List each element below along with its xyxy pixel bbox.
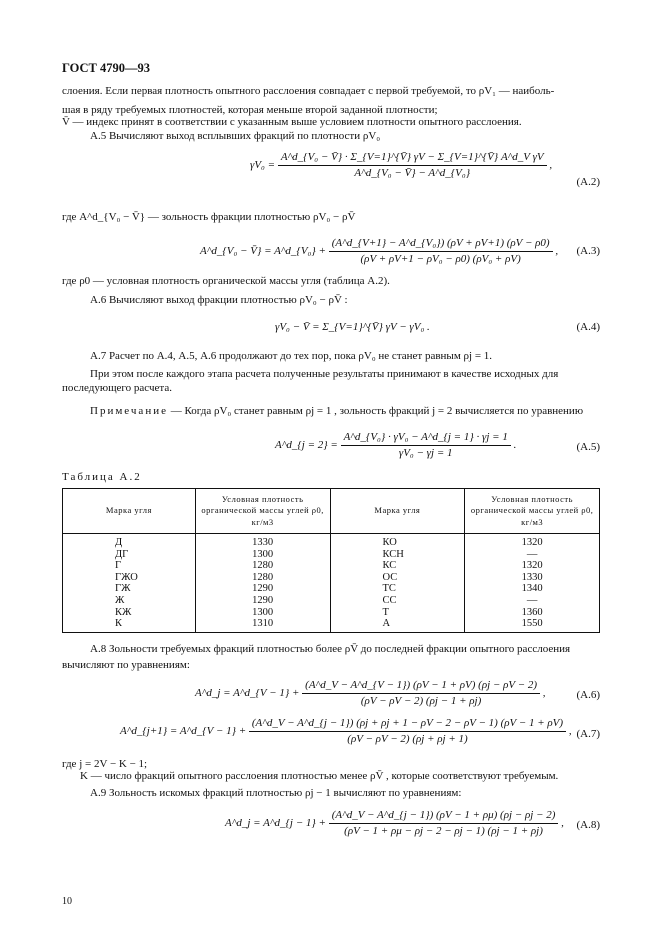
equation-number: (А.3)	[576, 245, 600, 257]
table-cell: ТС	[330, 583, 465, 595]
column-header: Марка угля	[330, 489, 465, 534]
table-cell: 1280	[195, 572, 330, 584]
table-row	[63, 534, 600, 549]
paragraph-line: При этом после каждого этапа расчета полученные результаты принимают в качестве исходных для	[90, 368, 559, 380]
section-a5: А.5 Вычисляют выход всплывших фракций по плотности ρV₀	[90, 130, 381, 142]
equation-a7	[120, 716, 572, 747]
equation-lhs: A^d_j = A^d_{V − 1} +	[195, 686, 300, 699]
table-cell: 1290	[195, 583, 330, 595]
table-cell: 1310	[195, 618, 330, 632]
table-row	[63, 607, 600, 619]
table-header-row	[63, 489, 600, 534]
paragraph-line: шая в ряду требуемых плотностей, которая меньше второй заданной плотности;	[62, 104, 438, 116]
equation-a6	[195, 678, 545, 709]
table-row	[63, 618, 600, 632]
table-cell: СС	[330, 595, 465, 607]
equation-number: (А.2)	[576, 176, 600, 188]
table-cell: Ж	[63, 595, 196, 607]
paragraph-line: вычисляют по уравнениям:	[62, 659, 190, 671]
table-cell: ДГ	[63, 549, 196, 561]
table-row	[63, 572, 600, 584]
denominator: (ρV − 1 + ρμ − ρj − 2 − ρj − 1) (ρj − 1 + ρj)	[344, 824, 543, 837]
table-row	[63, 549, 600, 561]
equation-number: (А.7)	[576, 728, 600, 740]
table-row	[63, 560, 600, 572]
numerator: A^d_{V₀} · γV₀ − A^d_{j = 1} · γj = 1	[341, 430, 511, 446]
fraction	[329, 808, 559, 839]
note	[90, 404, 583, 419]
paragraph-line: V̄ — индекс принят в соответствии с указанным выше условием плотности опытного расслоения.	[62, 116, 522, 128]
table-cell: Т	[330, 607, 465, 619]
paragraph-line: последующего расчета.	[62, 382, 172, 394]
table-cell: ГЖО	[63, 572, 196, 584]
table-cell: КСН	[330, 549, 465, 561]
numerator: (A^d_V − A^d_{V − 1}) (ρV − 1 + ρV) (ρj − ρV − 2)	[302, 678, 540, 694]
standard-header: ГОСТ 4790—93	[62, 61, 151, 75]
table-row	[63, 583, 600, 595]
numerator: (A^d_V − A^d_{j − 1}) (ρj + ρj + 1 − ρV − 2 − ρV − 1) (ρV − 1 + ρV)	[249, 716, 566, 732]
section-a9: А.9 Зольность искомых фракций плотностью ρj − 1 вычисляют по уравнениям:	[90, 787, 462, 799]
table-cell: Д	[63, 534, 196, 549]
fraction	[302, 678, 540, 709]
numerator: (A^d_{V+1} − A^d_{V₀}) (ρV + ρV+1) (ρV − ρ0)	[329, 236, 553, 252]
equation-a4: γV₀ − V̄ = Σ_{V=1}^{V̄} γV − γV₀ .	[275, 321, 430, 333]
numerator: A^d_{V₀ − V̄} · Σ_{V=1}^{V̄} γV − Σ_{V=1}^{V̄} A^d_V γV	[278, 150, 547, 166]
table-cell: К	[63, 618, 196, 632]
table-title: Таблица А.2	[62, 471, 142, 483]
table-cell: 1290	[195, 595, 330, 607]
table-cell: КС	[330, 560, 465, 572]
table-cell: КО	[330, 534, 465, 549]
column-header: Условная плотность органической массы углей ρ0, кг/м3	[195, 489, 330, 534]
denominator: (ρV − ρV − 2) (ρj − 1 + ρj)	[360, 694, 482, 707]
table-cell: 1330	[195, 534, 330, 549]
equation-number: (А.5)	[576, 441, 600, 453]
definition-line: где j = 2V − K − 1;	[62, 758, 148, 770]
section-a6: А.6 Вычисляют выход фракции плотностью ρV₀ − ρV̄ :	[90, 294, 348, 306]
equation-a5	[275, 430, 516, 461]
equation-number: (А.6)	[576, 689, 600, 701]
fraction	[341, 430, 511, 461]
table-cell: 1330	[465, 572, 600, 584]
table-cell: 1340	[465, 583, 600, 595]
table-cell: —	[465, 549, 600, 561]
table-cell: 1550	[465, 618, 600, 632]
denominator: (ρV + ρV+1 − ρV₀ − ρ0) (ρV₀ + ρV)	[360, 252, 521, 265]
table-cell: 1300	[195, 607, 330, 619]
equation-a8	[225, 808, 564, 839]
table-cell: ГЖ	[63, 583, 196, 595]
table-cell: А	[330, 618, 465, 632]
section-a7: А.7 Расчет по А.4, А.5, А.6 продолжают до тех пор, пока ρV₀ не станет равным ρj = 1.	[90, 350, 493, 362]
fraction	[249, 716, 566, 747]
table-row	[63, 595, 600, 607]
equation-tail: ,	[542, 686, 546, 699]
section-a8: А.8 Зольности требуемых фракций плотностью более ρV̄ до последней фракции опытного расслоения	[90, 643, 571, 655]
table-cell: 1280	[195, 560, 330, 572]
table-cell: —	[465, 595, 600, 607]
equation-tail: .	[513, 438, 517, 451]
table-cell: 1300	[195, 549, 330, 561]
note-label: Примечание	[90, 405, 168, 417]
fraction	[278, 150, 547, 181]
column-header: Марка угля	[63, 489, 196, 534]
table-cell: КЖ	[63, 607, 196, 619]
equation-lhs: A^d_j = A^d_{j − 1} +	[225, 816, 326, 829]
coal-density-table	[62, 488, 600, 633]
equation-lhs: A^d_{j+1} = A^d_{V − 1} +	[120, 724, 247, 737]
table-cell: Г	[63, 560, 196, 572]
table-cell: 1320	[465, 534, 600, 549]
table-cell: 1360	[465, 607, 600, 619]
equation-tail: ,	[549, 158, 553, 171]
equation-a3	[200, 236, 558, 267]
equation-tail: ,	[568, 724, 572, 737]
equation-tail: ,	[561, 816, 564, 829]
note-text: — Когда ρV₀ станет равным ρj = 1 , зольность фракций j = 2 вычисляется по уравнению	[170, 405, 584, 417]
column-header: Условная плотность органической массы углей ρ0, кг/м3	[465, 489, 600, 534]
page-number: 10	[62, 896, 72, 907]
denominator: γV₀ − γj = 1	[398, 446, 453, 459]
table-cell: 1320	[465, 560, 600, 572]
definition-line: K — число фракций опытного расслоения плотностью менее ρV̄ , которые соответствуют требуемым.	[80, 770, 559, 782]
fraction	[329, 236, 553, 267]
equation-number: (А.8)	[576, 819, 600, 831]
equation-a2	[250, 150, 552, 181]
equation-number: (А.4)	[576, 321, 600, 333]
equation-lhs: A^d_{j = 2} =	[275, 438, 338, 451]
equation-tail: ,	[555, 244, 559, 257]
denominator: (ρV − ρV − 2) (ρj + ρj + 1)	[347, 732, 468, 745]
equation-lhs: γV₀ =	[250, 158, 276, 171]
table-cell: ОС	[330, 572, 465, 584]
definition-line: где A^d_{V₀ − V̄} — зольность фракции плотностью ρV₀ − ρV̄	[62, 211, 356, 223]
denominator: A^d_{V₀ − V̄} − A^d_{V₀}	[354, 166, 471, 179]
paragraph-line: слоения. Если первая плотность опытного расслоения совпадает с первой требуемой, то ρV₁ — наиболь-	[62, 85, 555, 97]
definition-line: где ρ0 — условная плотность органической массы угля (таблица А.2).	[62, 275, 390, 287]
numerator: (A^d_V − A^d_{j − 1}) (ρV − 1 + ρμ) (ρj − ρj − 2)	[329, 808, 559, 824]
equation-lhs: A^d_{V₀ − V̄} = A^d_{V₀} +	[200, 244, 326, 257]
